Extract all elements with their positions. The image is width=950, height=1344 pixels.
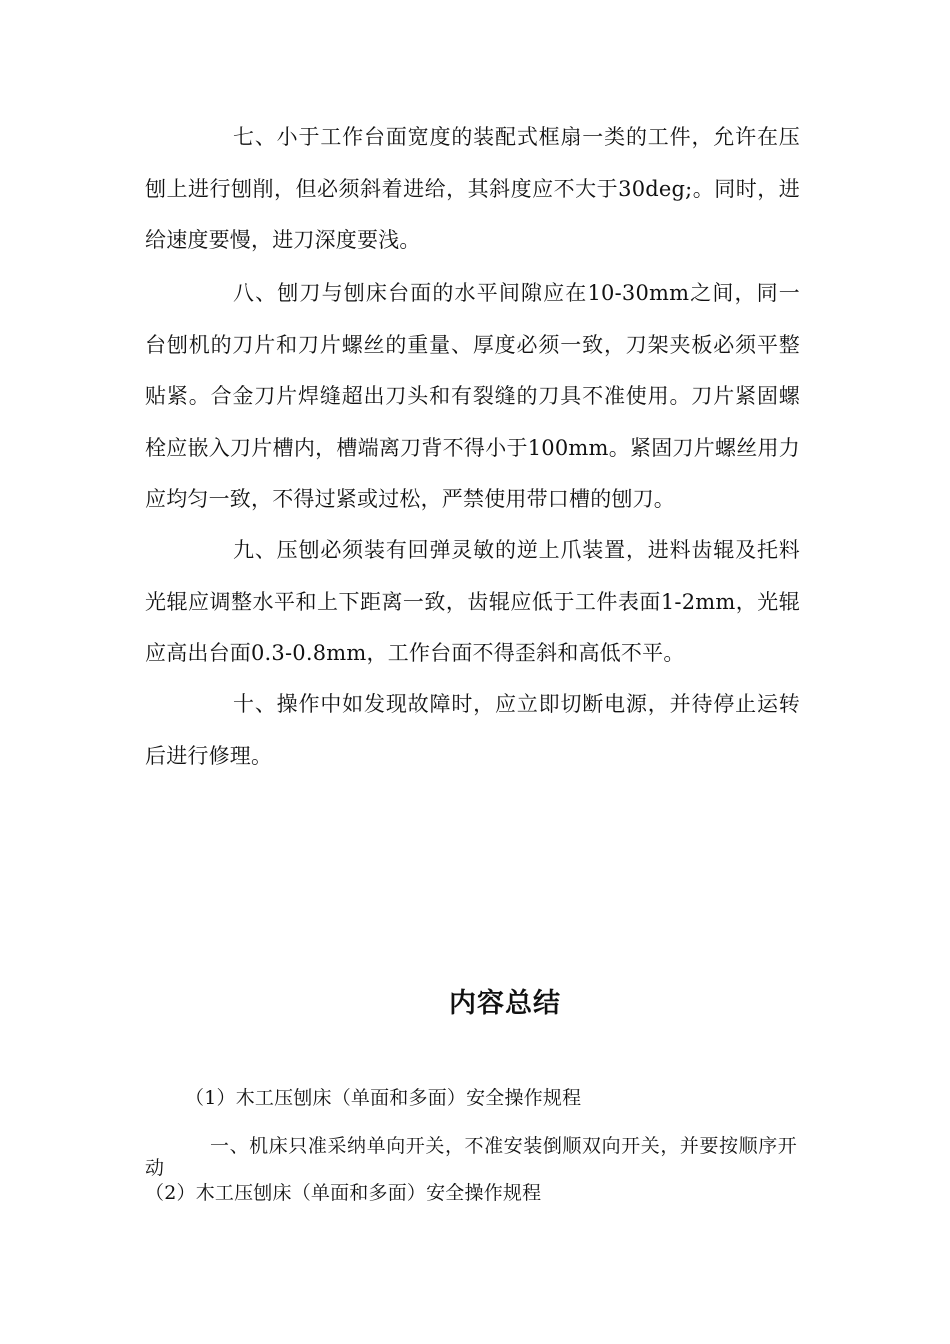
summary-item-1-title: （1）木工压刨床（单面和多面）安全操作规程	[185, 1087, 582, 1109]
paragraph-rule-7: 七、小于工作台面宽度的装配式框扇一类的工件，允许在压刨上进行刨削，但必须斜着进给，其斜度应不大于30deg;。同时，进给速度要慢，进刀深度要浅。	[145, 125, 800, 252]
paragraph-rule-9: 九、压刨必须装有回弹灵敏的逆上爪装置，进料齿辊及托料光辊应调整水平和上下距离一致，齿辊应低于工件表面1-2mm，光辊应高出台面0.3-0.8mm，工作台面不得歪斜和高低不平。	[145, 538, 800, 665]
summary-item-1-body: 一、机床只准采纳单向开关，不准安装倒顺双向开关，并要按顺序开动	[145, 1135, 797, 1179]
summary-heading: 内容总结	[449, 988, 561, 1019]
summary-item-2-title: （2）木工压刨床（单面和多面）安全操作规程	[145, 1182, 542, 1204]
paragraph-rule-8: 八、刨刀与刨床台面的水平间隙应在10-30mm之间，同一台刨机的刀片和刀片螺丝的重量、厚度必须一致，刀架夹板必须平整贴紧。合金刀片焊缝超出刀头和有裂缝的刀具不准使用。刀片紧固螺栓应嵌入刀片槽内，槽端离刀背不得小于100mm。紧固刀片螺丝用力应均匀一致，不得过紧或过松，严禁使用带口槽的刨刀。	[145, 281, 800, 511]
paragraph-rule-10: 十、操作中如发现故障时，应立即切断电源，并待停止运转后进行修理。	[145, 692, 800, 768]
